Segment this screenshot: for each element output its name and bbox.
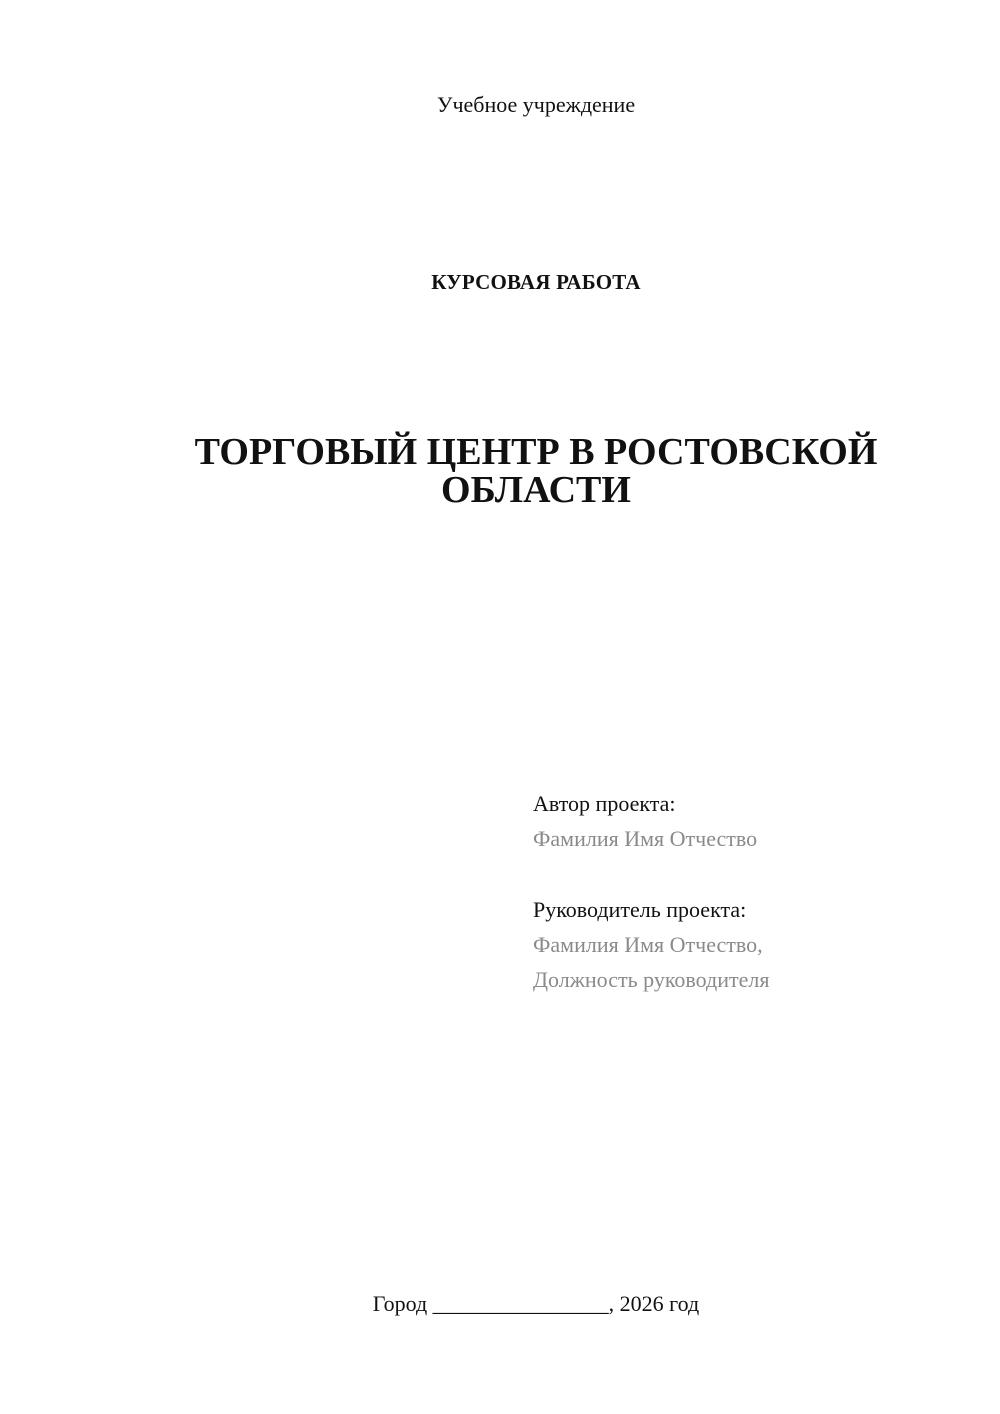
supervisor-label: Руководитель проекта:	[533, 897, 747, 922]
city-year-line: Город ________________, 2026 год	[372, 1291, 700, 1316]
project-info-block	[533, 786, 973, 997]
institution-name: Учебное учреждение	[436, 92, 636, 117]
document-title	[150, 433, 922, 509]
supervisor-name: Фамилия Имя Отчество,	[533, 932, 763, 957]
work-type-heading: КУРСОВАЯ РАБОТА	[431, 270, 641, 294]
author-name: Фамилия Имя Отчество	[533, 826, 758, 851]
title-line-2: ОБЛАСТИ	[441, 469, 631, 511]
title-line-1: ТОРГОВЫЙ ЦЕНТР В РОСТОВСКОЙ	[194, 431, 878, 473]
info-spacer	[533, 856, 973, 892]
supervisor-position: Должность руководителя	[533, 967, 770, 992]
author-label: Автор проекта:	[533, 791, 676, 816]
